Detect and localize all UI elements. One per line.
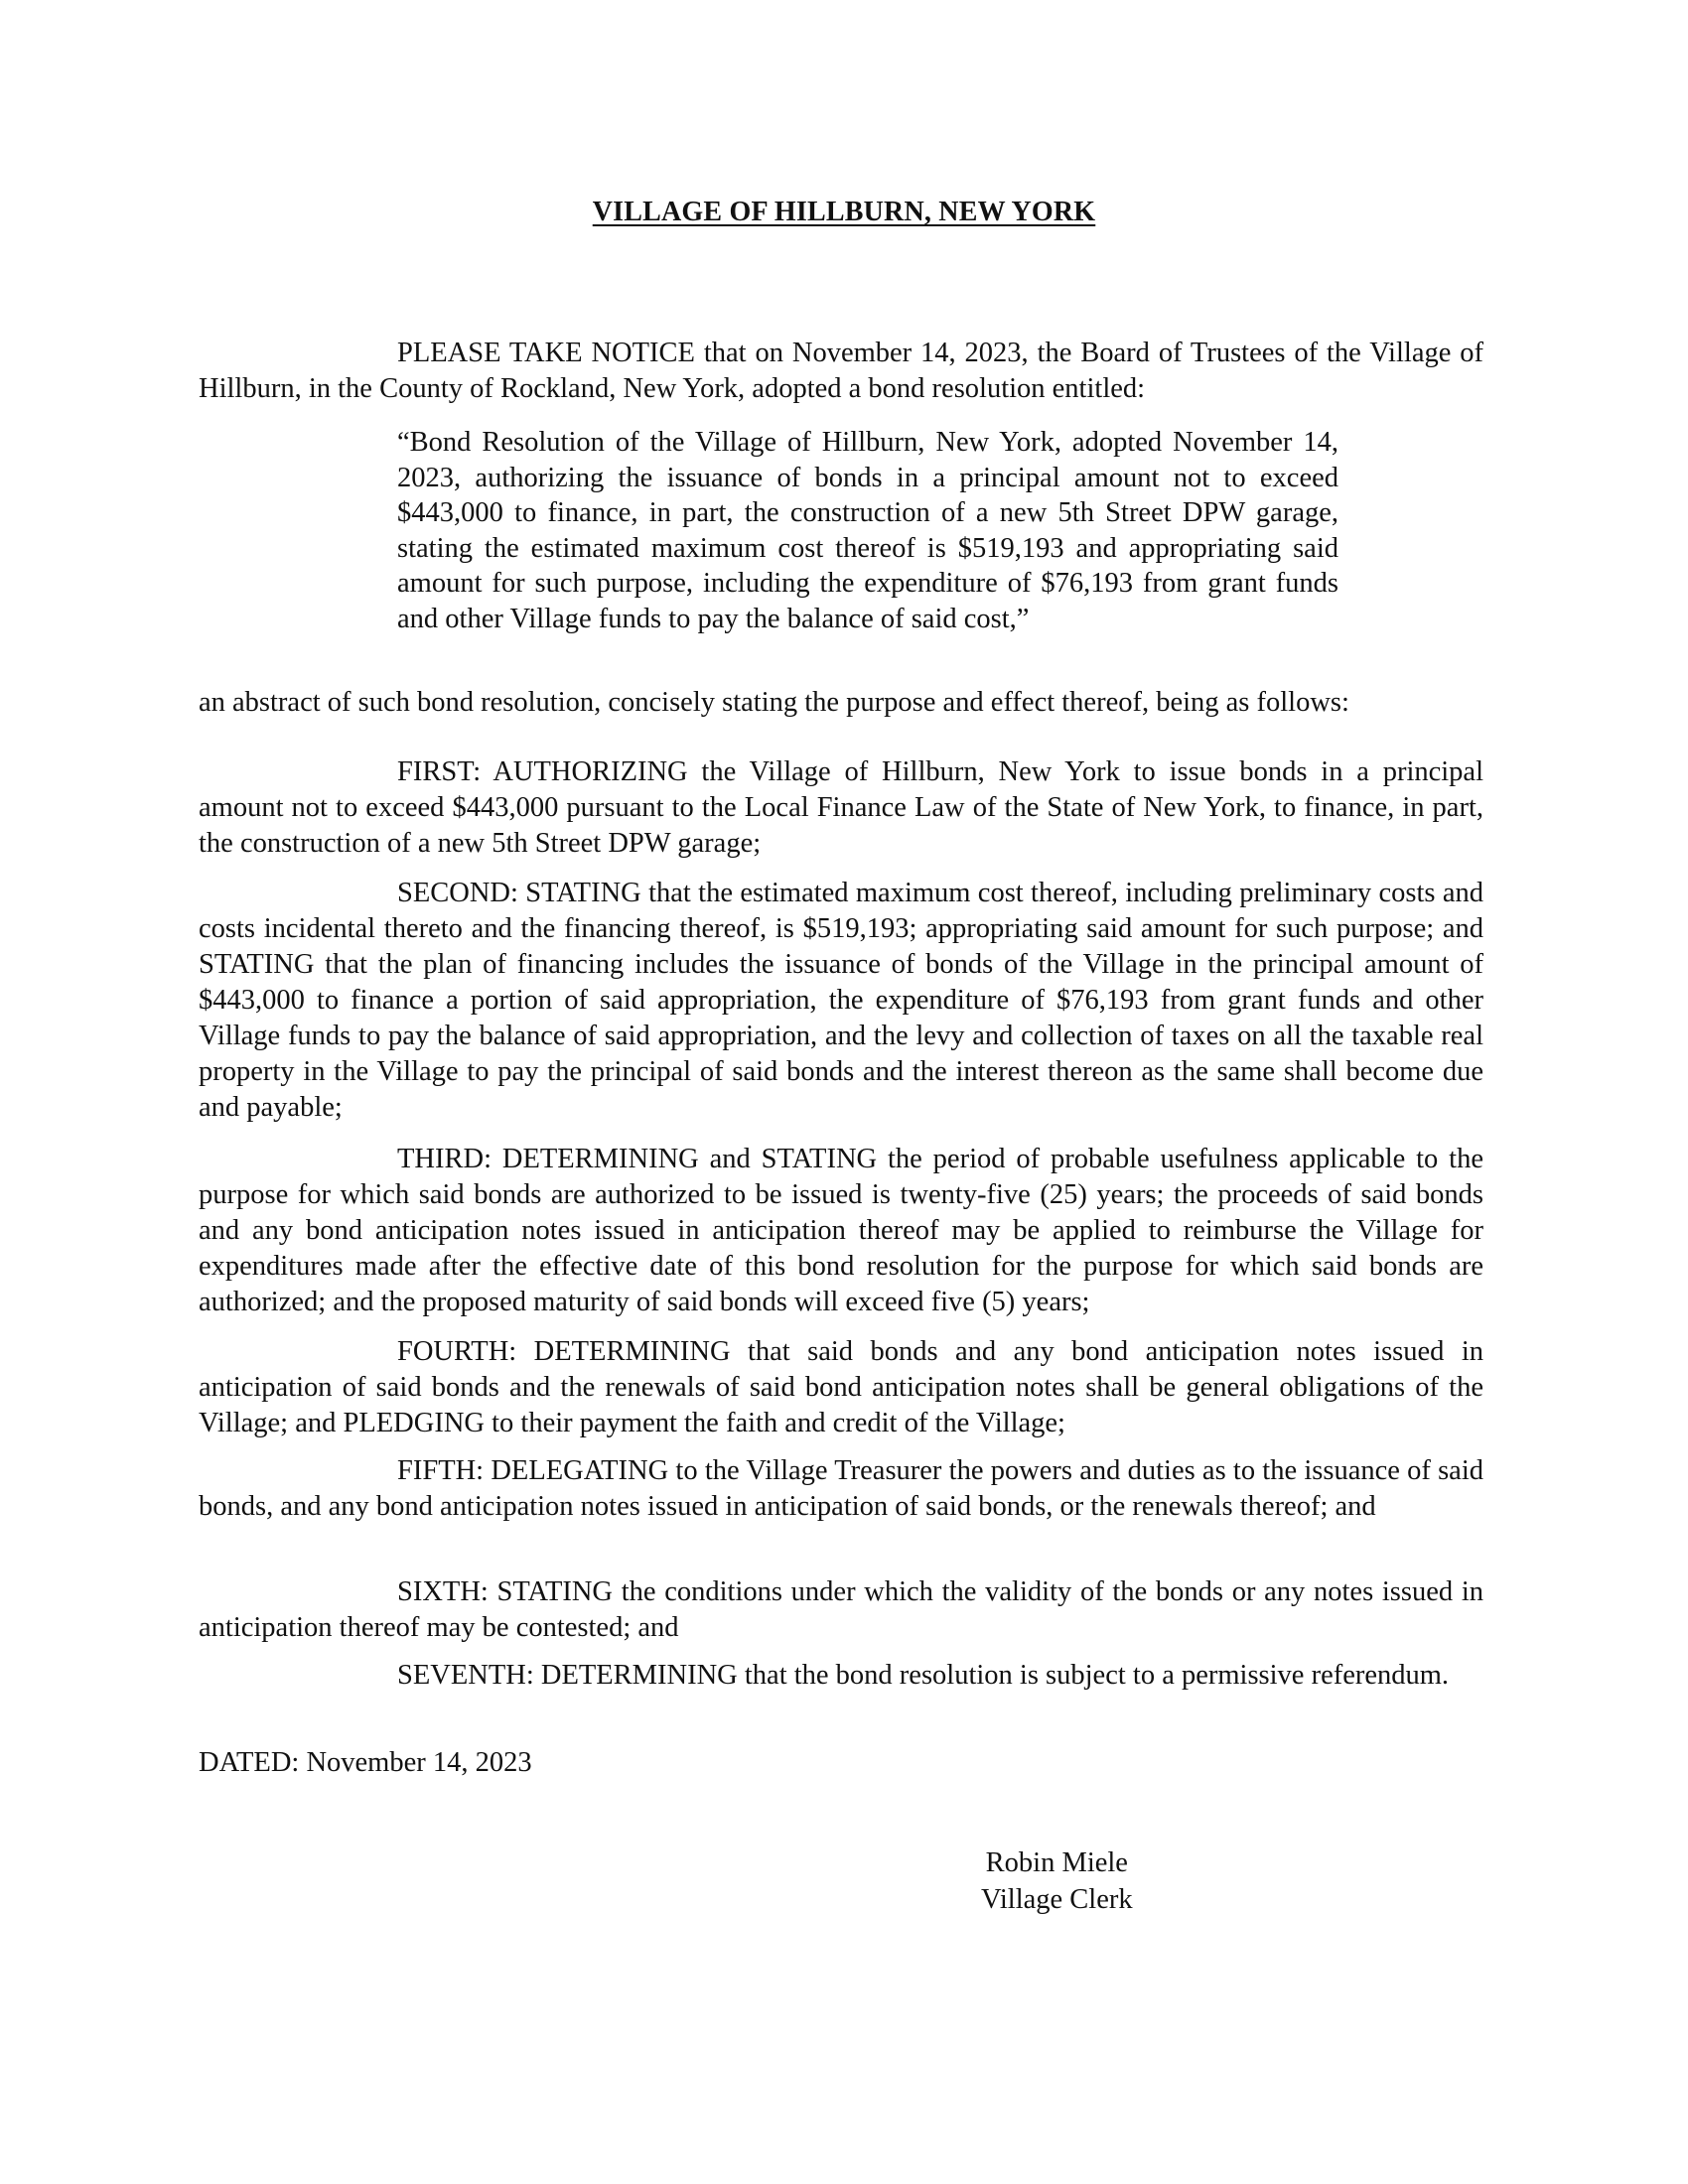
paragraph-sixth <box>199 1574 1483 1646</box>
signatory-name: Robin Miele <box>985 1847 1128 1878</box>
intro-paragraph <box>199 336 1483 407</box>
paragraph-second <box>199 876 1483 1126</box>
paragraph-first <box>199 754 1483 862</box>
dated-line: DATED: November 14, 2023 <box>199 1747 532 1778</box>
paragraph-third <box>199 1142 1483 1320</box>
paragraph-third-text: THIRD: DETERMINING and STATING the period of probable usefulness applicable to the purpose for which said bonds are authorized to be issued is twenty-five (25) years; the proceeds of said bonds and any bond anticipation notes issued in anticipation thereof may be applied to reimburse the Village for expenditures made after the effective date of this bond resolution for the purpose for which said bonds are authorized; and the proposed maturity of said bonds will exceed five (5) years; <box>199 1144 1483 1317</box>
resolution-title-quote: “Bond Resolution of the Village of Hillburn, New York, adopted November 14, 2023, authorizing the issuance of bonds in a principal amount not to exceed $443,000 to finance, in part, the construction of a new 5th Street DPW garage, stating the estimated maximum cost thereof is $519,193 and appropriating said amount for such purpose, including the expenditure of $76,193 from grant funds and other Village funds to pay the balance of said cost,” <box>397 427 1338 634</box>
paragraph-fourth <box>199 1334 1483 1441</box>
paragraph-fifth <box>199 1453 1483 1525</box>
paragraph-seventh-text: SEVENTH: DETERMINING that the bond resolution is subject to a permissive referendum. <box>397 1660 1450 1691</box>
page-title: VILLAGE OF HILLBURN, NEW YORK <box>592 197 1096 227</box>
intro-text: PLEASE TAKE NOTICE that on November 14, 2023, the Board of Trustees of the Village of Hillburn, in the County of Rockland, New York, adopted a bond resolution entitled: <box>199 338 1483 404</box>
paragraph-seventh <box>199 1658 1483 1694</box>
paragraph-fifth-text: FIFTH: DELEGATING to the Village Treasurer the powers and duties as to the issuance of said bonds, and any bond anticipation notes issued in anticipation of said bonds, or the renewals thereof; and <box>199 1455 1483 1522</box>
paragraph-sixth-text: SIXTH: STATING the conditions under which the validity of the bonds or any notes issued in anticipation thereof may be contested; and <box>199 1576 1483 1643</box>
abstract-intro: an abstract of such bond resolution, concisely stating the purpose and effect thereof, being as follows: <box>199 687 1349 718</box>
paragraph-second-text: SECOND: STATING that the estimated maximum cost thereof, including preliminary costs and costs incidental thereto and the financing thereof, is $519,193; appropriating said amount for such purpose; and STATING that the plan of financing includes the issuance of bonds of the Village in the principal amount of $443,000 to finance a portion of said appropriation, the expenditure of $76,193 from grant funds and other Village funds to pay the balance of said appropriation, and the levy and collection of taxes on all the taxable real property in the Village to pay the principal of said bonds and the interest thereon as the same shall become due and payable; <box>199 878 1483 1123</box>
signature-block <box>981 1844 1133 1918</box>
signatory-title: Village Clerk <box>981 1884 1133 1915</box>
paragraph-fourth-text: FOURTH: DETERMINING that said bonds and any bond anticipation notes issued in anticipation of said bonds and the renewals of said bond anticipation notes shall be general obligations of the Village; and PLEDGING to their payment the faith and credit of the Village; <box>199 1336 1483 1438</box>
paragraph-first-text: FIRST: AUTHORIZING the Village of Hillburn, New York to issue bonds in a principal amount not to exceed $443,000 pursuant to the Local Finance Law of the State of New York, to finance, in part, the construction of a new 5th Street DPW garage; <box>199 756 1483 859</box>
